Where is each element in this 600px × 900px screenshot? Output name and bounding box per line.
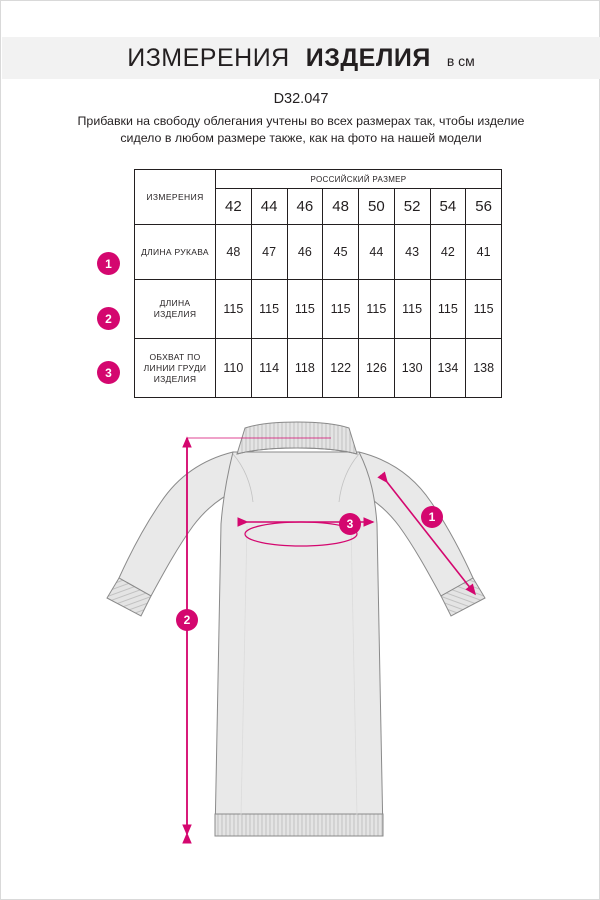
row-bullet-2: 2	[97, 307, 120, 330]
figure-callout-sleeve: 1	[421, 506, 443, 528]
measurements-table	[134, 169, 502, 398]
cell-chest-56: 138	[466, 339, 502, 398]
cell-chest-50: 126	[359, 339, 395, 398]
figure-callout-length: 2	[176, 609, 198, 631]
article-code: D32.047	[273, 91, 329, 107]
table-size-54: 54	[430, 189, 466, 225]
cell-length-56: 115	[466, 280, 502, 339]
units-label: в см	[446, 53, 475, 69]
row-label-chest-girth: ОБХВАТ ПО ЛИНИИ ГРУДИ ИЗДЕЛИЯ	[135, 339, 216, 398]
garment-diagram	[1, 416, 600, 886]
cell-chest-42: 110	[216, 339, 252, 398]
cell-chest-54: 134	[430, 339, 466, 398]
table-size-56: 56	[466, 189, 502, 225]
row-label-product-length: ДЛИНА ИЗДЕЛИЯ	[135, 280, 216, 339]
cell-sleeve-56: 41	[466, 225, 502, 280]
garment-illustration	[107, 422, 485, 836]
cell-sleeve-42: 48	[216, 225, 252, 280]
measurements-table-wrapper	[134, 169, 502, 398]
table-row	[135, 339, 502, 398]
table-group-header-row	[135, 170, 502, 189]
cell-length-44: 115	[251, 280, 287, 339]
cell-length-50: 115	[359, 280, 395, 339]
table-row	[135, 280, 502, 339]
table-size-42: 42	[216, 189, 252, 225]
table-size-46: 46	[287, 189, 323, 225]
cell-chest-48: 122	[323, 339, 359, 398]
table-row	[135, 225, 502, 280]
table-size-52: 52	[394, 189, 430, 225]
page-header	[1, 37, 600, 79]
row-label-sleeve-length: ДЛИНА РУКАВА	[135, 225, 216, 280]
row-bullet-3: 3	[97, 361, 120, 384]
cell-chest-44: 114	[251, 339, 287, 398]
cell-sleeve-48: 45	[323, 225, 359, 280]
cell-length-48: 115	[323, 280, 359, 339]
cell-sleeve-46: 46	[287, 225, 323, 280]
cell-sleeve-44: 47	[251, 225, 287, 280]
page-title-measurements: ИЗМЕРЕНИЯ	[127, 43, 290, 72]
table-header-russian-size: РОССИЙСКИЙ РАЗМЕР	[216, 170, 502, 189]
page-title-product: ИЗДЕЛИЯ	[305, 43, 431, 72]
table-size-50: 50	[359, 189, 395, 225]
cell-length-42: 115	[216, 280, 252, 339]
intro-text: Прибавки на свободу облегания учтены во всех размерах так, чтобы изделие сидело в любом размере также, как на фото на нашей модели	[77, 114, 525, 145]
cell-chest-52: 130	[394, 339, 430, 398]
table-size-48: 48	[323, 189, 359, 225]
cell-chest-46: 118	[287, 339, 323, 398]
cell-sleeve-52: 43	[394, 225, 430, 280]
cell-sleeve-50: 44	[359, 225, 395, 280]
cell-sleeve-54: 42	[430, 225, 466, 280]
row-bullet-1: 1	[97, 252, 120, 275]
cell-length-46: 115	[287, 280, 323, 339]
table-size-44: 44	[251, 189, 287, 225]
table-header-measurements: ИЗМЕРЕНИЯ	[135, 170, 216, 225]
cell-length-54: 115	[430, 280, 466, 339]
figure-callout-chest: 3	[339, 513, 361, 535]
cell-length-52: 115	[394, 280, 430, 339]
